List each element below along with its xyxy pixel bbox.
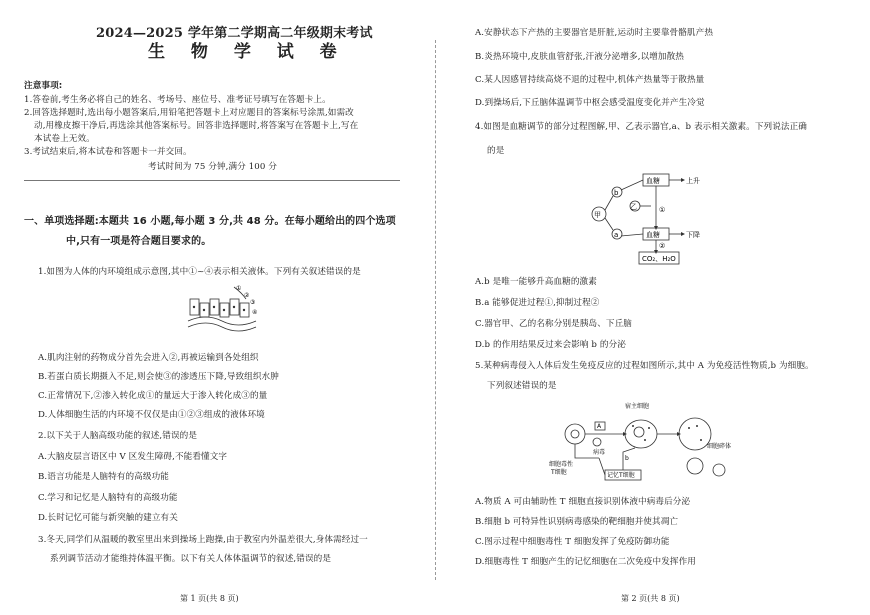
option: D.长时记忆可能与新突触的建立有关: [38, 513, 178, 523]
option: B.a 能够促进过程①,抑制过程②: [475, 298, 600, 308]
label-host-cell: 宿主细胞: [625, 403, 650, 410]
label-b: b: [614, 189, 619, 197]
page-footer-right: 第 2 页(共 8 页): [621, 594, 680, 603]
label-tcell: 细胞毒性: [549, 461, 574, 468]
q3-stem: 3.冬天,同学们从温暖的教室里出来到操场上跑操,由于教室内外温差很大,身体需经过一: [38, 535, 368, 545]
label-products: CO₂、H₂O: [642, 255, 676, 263]
label-memory-tcell: 记忆T细胞: [607, 472, 635, 479]
arrow: [605, 196, 613, 210]
option: B.语言功能是人脑特有的高级功能: [38, 472, 169, 482]
section-heading: 一、单项选择题:本题共 16 小题,每小题 3 分,共 48 分。在每小题给出的四个选项: [24, 216, 396, 227]
option: A.安静状态下产热的主要器官是肝脏,运动时主要靠骨骼肌产热: [475, 28, 714, 38]
tcell-nucleus: [571, 430, 579, 438]
figure-label: ④: [252, 309, 258, 316]
notice-item: 3.考试结束后,将本试卷和答题卡一并交回。: [24, 147, 192, 157]
right-page: [435, 0, 870, 615]
notice-title: 注意事项:: [24, 81, 63, 91]
notice-item: 1.答卷前,考生务必将自己的姓名、考场号、座位号、准考证号填写在答题卡上。: [24, 95, 331, 105]
label-glucose: 血糖: [646, 231, 660, 239]
glucose-regulation-figure: [585, 160, 705, 268]
label-jia: 甲: [594, 211, 601, 219]
option: C.某人因感冒持续高烧不退的过程中,机体产热量等于散热量: [475, 75, 705, 85]
option: D.b 的作用结果反过来会影响 b 的分泌: [475, 340, 626, 350]
q5-stem-cont: 下列叙述错误的是: [487, 381, 557, 391]
debris: [713, 464, 725, 476]
q1-stem: 1.如图为人体的内环境组成示意图,其中①~④表示相关液体。下列有关叙述错误的是: [38, 267, 361, 277]
figure-label: ②: [244, 292, 250, 299]
tcell: [565, 424, 585, 444]
figure-label: ③: [250, 299, 256, 306]
label-yi: 乙: [630, 203, 637, 211]
arrow: [621, 234, 643, 236]
option: C.学习和记忆是人脑特有的高级功能: [38, 493, 178, 503]
label-virus: 病毒: [593, 449, 606, 456]
option: C.图示过程中细胞毒性 T 细胞发挥了免疫防御功能: [475, 537, 670, 547]
q4-stem: 4.如图是血糖调节的部分过程图解,甲、乙表示器官,a、b 表示相关激素。下列说法正确: [475, 122, 808, 132]
label-a: a: [614, 231, 619, 239]
option: C.正常情况下,②渗入转化成①的量远大于渗入转化成③的量: [38, 391, 268, 401]
page-footer-left: 第 1 页(共 8 页): [180, 594, 239, 603]
immune-response-figure: [545, 396, 745, 488]
label-A: A: [597, 423, 602, 430]
arrow: [605, 218, 613, 230]
memory-cell-body: [687, 458, 703, 474]
option: A.肌肉注射的药物成分首先会进入②,再被运输到各处组织: [38, 353, 259, 363]
option: D.细胞毒性 T 细胞产生的记忆细胞在二次免疫中发挥作用: [475, 557, 696, 567]
figure-label: ①: [236, 285, 242, 292]
q4-stem-cont: 的是: [487, 146, 505, 156]
notice-item: 动,用橡皮擦干净后,再选涂其他答案标号。回答非选择题时,将答案写在答题卡上,写在: [34, 121, 359, 131]
q2-stem: 2.以下关于人脑高级功能的叙述,错误的是: [38, 431, 198, 441]
notice-item: 本试卷上无效。: [34, 134, 95, 144]
virus: [593, 438, 601, 446]
time-score: 考试时间为 75 分钟,满分 100 分: [148, 162, 277, 172]
host-nucleus: [634, 427, 644, 437]
option: D.到操场后,下丘脑体温调节中枢会感受温度变化并产生冷觉: [475, 98, 705, 108]
arrow: [621, 180, 643, 190]
option: B.细胞 b 可特异性识别病毒感染的靶细胞并使其凋亡: [475, 517, 679, 527]
option: C.器官甲、乙的名称分别是胰岛、下丘脑: [475, 319, 632, 329]
option: A.大脑皮层言语区中 V 区发生障碍,不能看懂文字: [38, 452, 228, 462]
label-glucose: 血糖: [646, 177, 660, 185]
label-debris: 细胞碎体: [707, 443, 732, 450]
section-heading-cont: 中,只有一项是符合题目要求的。: [66, 236, 212, 247]
exam-title: 2024—2025 学年第二学期高二年级期末考试: [96, 26, 373, 41]
internal-environment-figure: [186, 283, 260, 335]
arrow: [599, 458, 605, 475]
subject-title: 生 物 学 试 卷: [148, 42, 347, 62]
label-rise: 上升: [686, 177, 700, 185]
label-b: b: [625, 455, 629, 462]
label-tcell: T细胞: [551, 469, 567, 476]
notice-item: 2.回答选择题时,选出每小题答案后,用铅笔把答题卡上对应题目的答案标号涂黑,如需改: [24, 108, 354, 118]
label-process-1: ①: [659, 206, 666, 214]
label-fall: 下降: [686, 231, 700, 239]
divider-line: [24, 180, 400, 181]
option: B.炎热环境中,皮肤血管舒张,汗液分泌增多,以增加散热: [475, 52, 685, 62]
option: A.物质 A 可由辅助性 T 细胞直接识别体液中病毒后分泌: [475, 497, 691, 507]
q5-stem: 5.某种病毒侵入人体后发生免疫反应的过程如图所示,其中 A 为免疫活性物质,b 为细胞。: [475, 361, 814, 371]
host-cell: [625, 420, 657, 448]
option: A.b 是唯一能够升高血糖的激素: [475, 277, 597, 287]
q3-stem-cont: 系列调节活动才能维持体温平衡。以下有关人体体温调节的叙述,错误的是: [50, 554, 332, 564]
option: B.若蛋白质长期摄入不足,则会使③的渗透压下降,导致组织水肿: [38, 372, 279, 382]
option: D.人体细胞生活的内环境不仅仅是由①②③组成的液体环境: [38, 410, 265, 420]
label-process-2: ②: [659, 242, 666, 250]
